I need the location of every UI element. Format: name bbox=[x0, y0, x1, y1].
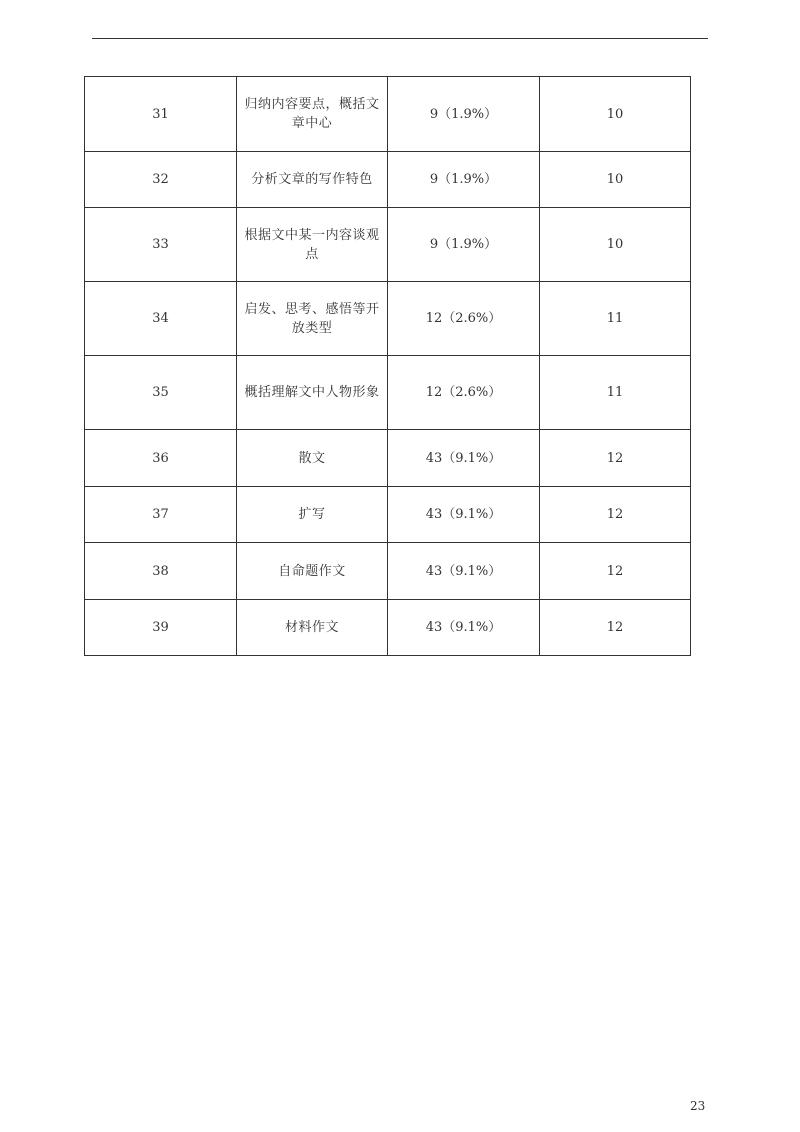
score-percentage: 43（9.1%） bbox=[388, 487, 540, 543]
header-rule bbox=[92, 38, 708, 39]
row-number: 38 bbox=[85, 543, 237, 600]
question-type: 散文 bbox=[237, 430, 388, 487]
question-type: 根据文中某一内容谈观点 bbox=[237, 208, 388, 282]
question-type: 分析文章的写作特色 bbox=[237, 152, 388, 208]
question-type: 自命题作文 bbox=[237, 543, 388, 600]
table-row bbox=[85, 356, 691, 430]
row-number: 32 bbox=[85, 152, 237, 208]
row-number: 35 bbox=[85, 356, 237, 430]
table-row bbox=[85, 208, 691, 282]
table-row bbox=[85, 487, 691, 543]
rank: 10 bbox=[540, 77, 691, 152]
rank: 12 bbox=[540, 543, 691, 600]
table-row bbox=[85, 152, 691, 208]
rank: 11 bbox=[540, 356, 691, 430]
question-type: 扩写 bbox=[237, 487, 388, 543]
score-percentage: 43（9.1%） bbox=[388, 543, 540, 600]
score-percentage: 9（1.9%） bbox=[388, 152, 540, 208]
score-percentage: 43（9.1%） bbox=[388, 430, 540, 487]
row-number: 39 bbox=[85, 600, 237, 656]
table-row bbox=[85, 600, 691, 656]
table-row bbox=[85, 282, 691, 356]
row-number: 36 bbox=[85, 430, 237, 487]
table-row bbox=[85, 430, 691, 487]
page-number: 23 bbox=[690, 1099, 706, 1113]
table-row bbox=[85, 543, 691, 600]
question-type: 材料作文 bbox=[237, 600, 388, 656]
rank: 12 bbox=[540, 600, 691, 656]
row-number: 31 bbox=[85, 77, 237, 152]
question-type: 概括理解文中人物形象 bbox=[237, 356, 388, 430]
rank: 12 bbox=[540, 487, 691, 543]
rank: 10 bbox=[540, 208, 691, 282]
row-number: 37 bbox=[85, 487, 237, 543]
score-percentage: 9（1.9%） bbox=[388, 77, 540, 152]
rank: 12 bbox=[540, 430, 691, 487]
rank: 11 bbox=[540, 282, 691, 356]
score-percentage: 12（2.6%） bbox=[388, 282, 540, 356]
question-type: 启发、思考、感悟等开放类型 bbox=[237, 282, 388, 356]
question-type-table bbox=[84, 76, 691, 656]
score-percentage: 43（9.1%） bbox=[388, 600, 540, 656]
question-type: 归纳内容要点，概括文章中心 bbox=[237, 77, 388, 152]
score-percentage: 9（1.9%） bbox=[388, 208, 540, 282]
row-number: 34 bbox=[85, 282, 237, 356]
rank: 10 bbox=[540, 152, 691, 208]
table-row bbox=[85, 77, 691, 152]
score-percentage: 12（2.6%） bbox=[388, 356, 540, 430]
row-number: 33 bbox=[85, 208, 237, 282]
